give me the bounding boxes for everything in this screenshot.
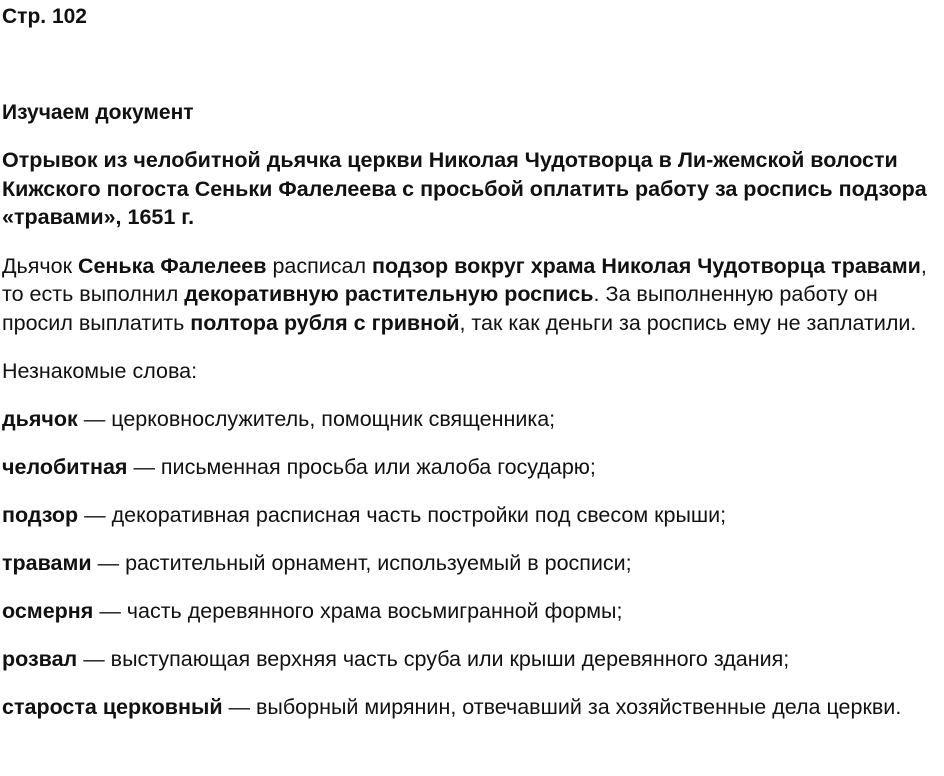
- glossary-term: староста церковный: [2, 695, 223, 719]
- paragraph-emphasis: подзор вокруг храма Николая Чудотворца травами: [372, 253, 921, 278]
- glossary-term: розвал: [2, 647, 78, 671]
- paragraph-text: , то есть выполнил: [2, 253, 927, 306]
- page-number: Стр. 102: [2, 5, 87, 28]
- glossary-term: челобитная: [2, 455, 128, 479]
- glossary-list: [2, 405, 942, 722]
- summary-paragraph: [2, 252, 942, 338]
- glossary-item: [2, 405, 942, 434]
- section-heading: Изучаем документ: [2, 101, 194, 124]
- glossary-item: [2, 597, 942, 626]
- paragraph-text: , так как деньги за роспись ему не заплатили.: [459, 310, 917, 335]
- paragraph-emphasis: Сенька Фалелеев: [77, 253, 267, 278]
- glossary-definition: — выступающая верхняя часть сруба или крыши деревянного здания;: [77, 647, 790, 671]
- document-title: Отрывок из челобитной дьячка церкви Николая Чудотворца в Ли-жемской волости Кижского погоста Сеньки Фалелеева с просьбой оплатить работу за роспись подзора «травами», 1651 г.: [2, 148, 927, 229]
- glossary-definition: — растительный орнамент, используемый в росписи;: [91, 551, 632, 575]
- glossary-item: [2, 501, 942, 530]
- paragraph-text: расписал: [266, 253, 373, 278]
- glossary-definition: — часть деревянного храма восьмигранной формы;: [93, 599, 623, 623]
- paragraph-text: Дьячок: [2, 253, 78, 278]
- paragraph-text: . За выполненную работу он просил выплатить: [2, 282, 878, 335]
- glossary-term: подзор: [2, 503, 79, 527]
- glossary-item: [2, 693, 942, 722]
- glossary-term: травами: [2, 551, 92, 575]
- glossary-definition: — декоративная расписная часть постройки под свесом крыши;: [78, 503, 727, 527]
- vocabulary-heading: Незнакомые слова:: [2, 359, 198, 383]
- glossary-item: [2, 453, 942, 482]
- glossary-term: осмерня: [2, 599, 94, 623]
- glossary-definition: — церковнослужитель, помощник священника;: [77, 407, 556, 431]
- glossary-term: дьячок: [2, 407, 78, 431]
- paragraph-emphasis: полтора рубля с гривной: [190, 310, 460, 335]
- glossary-definition: — выборный мирянин, отвечавший за хозяйственные дела церкви.: [222, 695, 902, 719]
- paragraph-emphasis: декоративную растительную роспись: [184, 282, 594, 306]
- glossary-item: [2, 645, 942, 674]
- glossary-definition: — письменная просьба или жалоба государю;: [127, 455, 596, 479]
- glossary-item: [2, 549, 942, 578]
